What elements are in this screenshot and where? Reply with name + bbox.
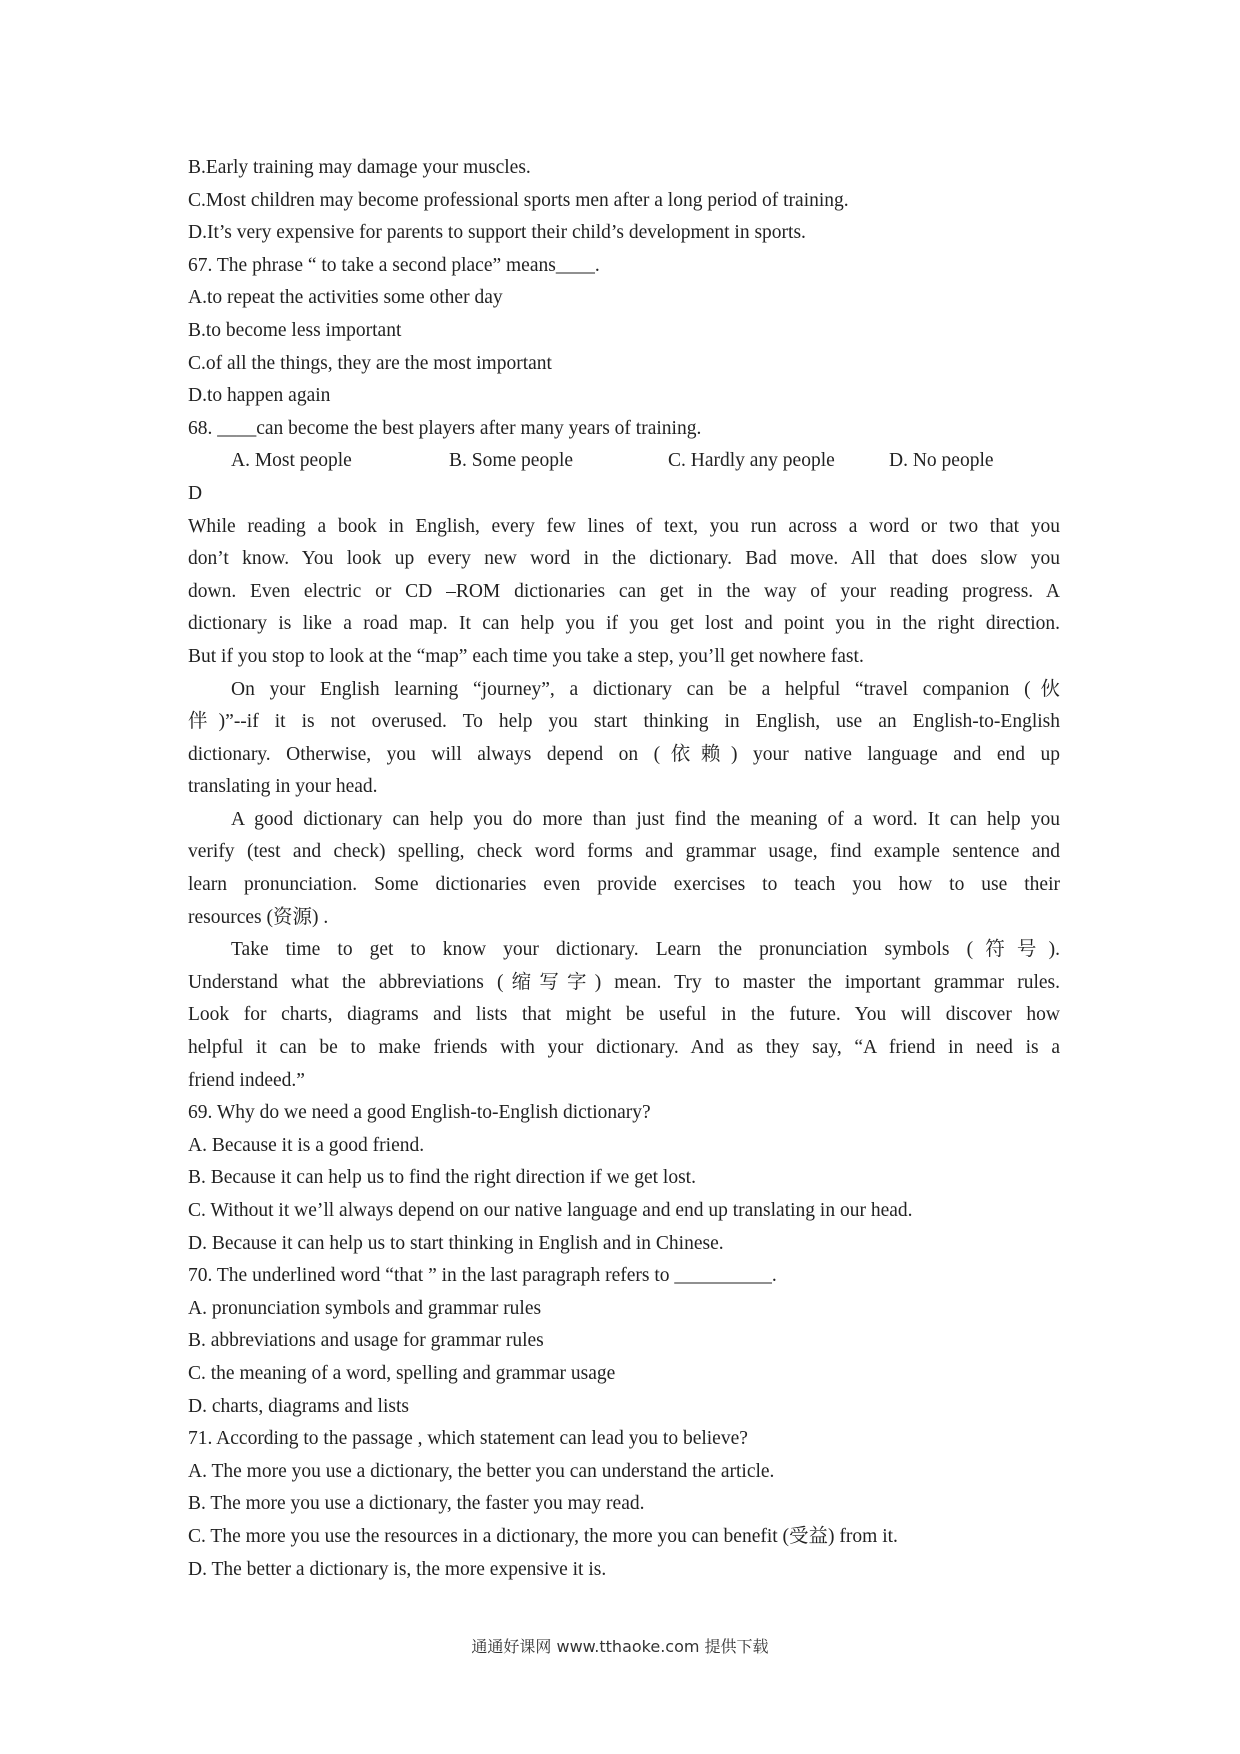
q66-option-c: C.Most children may become professional sports men after a long period of training.	[188, 189, 849, 211]
q68-options	[188, 445, 1060, 478]
paragraph-line: On your English learning “journey”, a dictionary can be a helpful “travel companion (伙	[231, 678, 1060, 700]
q69-option-b: B. Because it can help us to find the right direction if we get lost.	[188, 1167, 696, 1189]
q67-option-b: B.to become less important	[188, 319, 402, 341]
paragraph-line: don’t know. You look up every new word in the dictionary. Bad move. All that does slow you	[188, 548, 1060, 570]
section-label: D	[188, 482, 203, 504]
paragraph-line: dictionary. Otherwise, you will always depend on (依赖) your native language and end up	[188, 743, 1060, 765]
paragraph-line: Understand what the abbreviations (缩写字) mean. Try to master the important grammar rules.	[188, 971, 1060, 993]
q70-option-c: C. the meaning of a word, spelling and grammar usage	[188, 1362, 616, 1384]
q67-option-c: C.of all the things, they are the most important	[188, 352, 552, 374]
paragraph-line: A good dictionary can help you do more than just find the meaning of a word. It can help you	[231, 808, 1060, 830]
paragraph-line: 伴)”--if it is not overused. To help you start thinking in English, use an English-to-English	[188, 711, 1060, 733]
q68-option-d: D. No people	[889, 450, 994, 472]
passage-paragraph-3	[188, 804, 1060, 934]
q70-option-a: A. pronunciation symbols and grammar rules	[188, 1297, 542, 1319]
q68-option-a: A. Most people	[231, 450, 352, 472]
passage-paragraph-2	[188, 674, 1060, 804]
paragraph-line: But if you stop to look at the “map” each time you take a step, you’ll get nowhere fast.	[188, 645, 864, 667]
page-footer: 通通好课网 www.tthaoke.com 提供下载	[471, 1637, 769, 1656]
q66-option-b: B.Early training may damage your muscles.	[188, 157, 531, 178]
exam-page	[188, 152, 1060, 1586]
passage-paragraph-1	[188, 511, 1060, 674]
q71-option-a: A. The more you use a dictionary, the better you can understand the article.	[188, 1460, 775, 1482]
paragraph-line: resources (资源) .	[188, 906, 329, 928]
paragraph-line: learn pronunciation. Some dictionaries even provide exercises to teach you how to use their	[188, 874, 1060, 896]
q68-option-b: B. Some people	[449, 450, 574, 472]
q67-option-a: A.to repeat the activities some other day	[188, 287, 503, 309]
q71-option-c: C. The more you use the resources in a dictionary, the more you can benefit (受益) from it.	[188, 1525, 898, 1547]
paragraph-line: friend indeed.”	[188, 1069, 305, 1091]
q69-option-a: A. Because it is a good friend.	[188, 1134, 425, 1156]
q67-stem: 67. The phrase “ to take a second place” means____.	[188, 254, 600, 276]
paragraph-line: Take time to get to know your dictionary. Learn the pronunciation symbols (符号).	[231, 939, 1060, 961]
q69-stem: 69. Why do we need a good English-to-English dictionary?	[188, 1102, 651, 1124]
q71-option-d: D. The better a dictionary is, the more expensive it is.	[188, 1558, 607, 1580]
q66-option-d: D.It’s very expensive for parents to support their child’s development in sports.	[188, 222, 806, 244]
paragraph-line: verify (test and check) spelling, check word forms and grammar usage, find example sentence and	[188, 841, 1060, 863]
q71-option-b: B. The more you use a dictionary, the faster you may read.	[188, 1493, 645, 1515]
q69-option-d: D. Because it can help us to start thinking in English and in Chinese.	[188, 1232, 724, 1254]
paragraph-line: dictionary is like a road map. It can help you if you get lost and point you in the right direction.	[188, 613, 1060, 635]
paragraph-line: down. Even electric or CD –ROM dictionaries can get in the way of your reading progress. A	[188, 580, 1060, 602]
q67-option-d: D.to happen again	[188, 385, 331, 407]
q68-option-c: C. Hardly any people	[668, 450, 835, 472]
paragraph-line: translating in your head.	[188, 776, 378, 798]
q70-option-d: D. charts, diagrams and lists	[188, 1395, 409, 1417]
q71-stem: 71. According to the passage , which statement can lead you to believe?	[188, 1428, 748, 1450]
paragraph-line: helpful it can be to make friends with your dictionary. And as they say, “A friend in need is a	[188, 1037, 1060, 1059]
q68-stem: 68. ____can become the best players after many years of training.	[188, 417, 702, 439]
paragraph-line: While reading a book in English, every few lines of text, you run across a word or two that you	[188, 515, 1060, 537]
q70-option-b: B. abbreviations and usage for grammar rules	[188, 1330, 544, 1352]
paragraph-line: Look for charts, diagrams and lists that might be useful in the future. You will discover how	[188, 1004, 1060, 1026]
q69-option-c: C. Without it we’ll always depend on our native language and end up translating in our head.	[188, 1200, 913, 1221]
q70-stem: 70. The underlined word “that ” in the last paragraph refers to __________.	[188, 1265, 777, 1287]
passage-paragraph-4	[188, 934, 1060, 1097]
